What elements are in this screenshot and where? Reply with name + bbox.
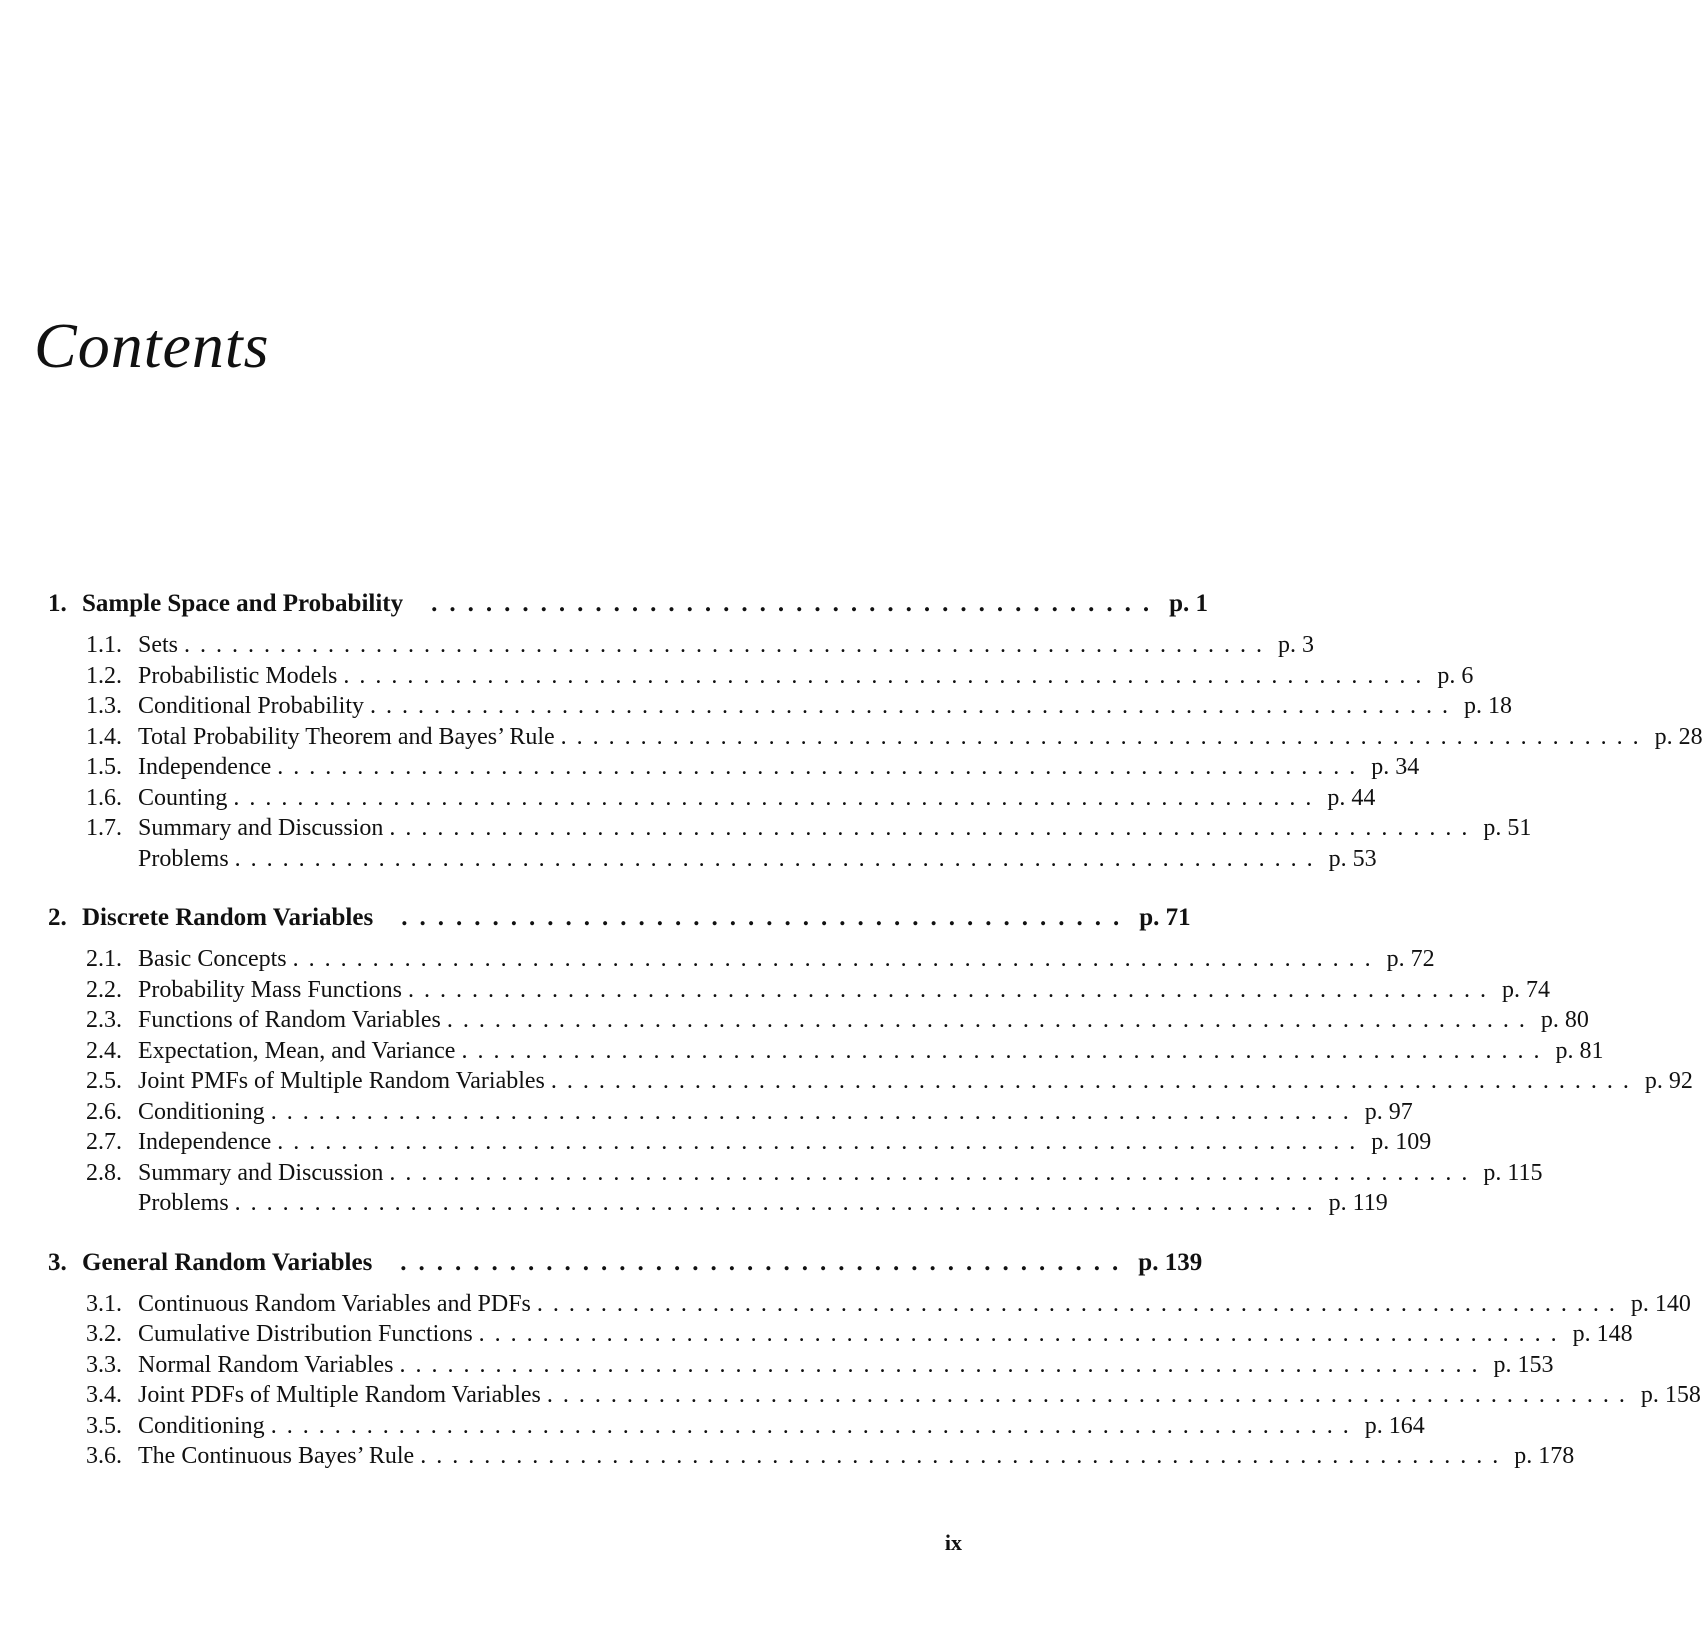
section-title: Summary and Discussion [138,1159,384,1186]
chapter-page: p. 139 [1138,1248,1203,1276]
dot-leader: .................................................................... [546,1382,1635,1408]
section-title: Joint PDFs of Multiple Random Variables [138,1382,541,1408]
section-title: Basic Concepts [138,946,287,972]
dot-leader: .................................................................... [536,1290,1625,1317]
chapter-title: Sample Space and Probability [82,590,404,617]
toc-entry[interactable] [48,662,1474,694]
dot-leader: .................................................................... [389,1159,1478,1186]
section-page: p. 92 [1644,1068,1693,1094]
section-page: p. 80 [1540,1007,1589,1033]
toc-entry[interactable] [48,754,1420,785]
section-title: Functions of Random Variables [138,1007,441,1033]
section-number: 1.7. [86,815,122,841]
dot-leader: .................................................................... [446,1007,1535,1033]
section-page: p. 97 [1364,1098,1413,1125]
chapter-heading[interactable] [48,590,1209,624]
chapter-title: General Random Variables [82,1248,373,1276]
section-number: 2.1. [86,946,122,972]
section-page: p. 153 [1493,1351,1554,1378]
dot-leader: .................................................................... [370,693,1458,719]
section-title: Conditioning [138,1098,265,1125]
section-number: 1.5. [86,754,122,780]
section-number: 2.5. [86,1068,122,1094]
section-page: p. 74 [1502,976,1551,1003]
section-page: p. 53 [1328,845,1377,872]
section-number: 2.8. [86,1159,122,1186]
dot-leader: .................................................................... [408,976,1497,1003]
chapter-number: 2. [48,904,67,931]
section-number: 1.1. [86,632,122,658]
section-page: p. 115 [1483,1159,1543,1186]
dot-leader: .................................................................... [184,632,1273,658]
dot-leader: ........................................ [401,904,1132,931]
section-title: Sets [138,632,179,658]
toc-entry[interactable] [48,815,1532,846]
section-number: 3.5. [86,1412,122,1439]
dot-leader: .................................................................... [399,1351,1488,1378]
section-title: Conditioning [138,1412,265,1439]
dot-leader: ........................................ [400,1248,1131,1276]
section-page: p. 109 [1371,1129,1432,1155]
chapter-page: p. 71 [1139,904,1191,931]
toc-entry[interactable] [48,693,1512,724]
section-title: Independence [138,754,272,780]
dot-leader: ........................................ [431,590,1162,617]
section-title: Expectation, Mean, and Variance [138,1037,456,1064]
page-title: Contents [34,310,270,381]
toc-entry[interactable] [48,1190,1388,1221]
toc-entry[interactable] [48,1290,1691,1322]
toc-entry[interactable] [48,1382,1701,1413]
toc-entry[interactable] [48,1129,1432,1160]
section-title: Probability Mass Functions [138,976,403,1003]
section-title: Counting [138,784,228,811]
page-number: ix [944,1530,962,1555]
toc-entry[interactable] [48,1321,1633,1352]
section-number: 3.2. [86,1321,122,1347]
dot-leader: .................................................................... [234,845,1323,872]
dot-leader: .................................................................... [461,1037,1550,1064]
chapter-2 [48,904,1693,1221]
section-title: Cumulative Distribution Functions [138,1321,473,1347]
section-number: 2.2. [86,976,122,1003]
section-number: 3.1. [86,1290,122,1317]
dot-leader: .................................................................... [550,1068,1639,1094]
section-title: Probabilistic Models [138,662,338,689]
chapter-1 [48,590,1703,876]
section-page: p. 18 [1464,693,1512,719]
dot-leader: .................................................................... [233,784,1322,811]
section-page: p. 6 [1437,662,1474,689]
toc-entry[interactable] [48,1443,1575,1474]
section-title: Conditional Probability [138,693,364,719]
dot-leader: .................................................................... [420,1443,1509,1469]
section-title: Joint PMFs of Multiple Random Variables [138,1068,545,1094]
toc-entry[interactable] [48,632,1315,663]
section-number: 1.3. [86,693,122,719]
section-page: p. 81 [1555,1037,1604,1064]
toc-entry[interactable] [48,1412,1425,1444]
section-page: p. 140 [1630,1290,1691,1317]
section-title: Problems [138,1190,229,1216]
section-list [48,632,1703,876]
section-number: 2.7. [86,1129,122,1155]
section-number: 3.4. [86,1382,122,1408]
dot-leader: .................................................................... [389,815,1478,841]
section-page: p. 28 [1654,723,1703,750]
section-title: Independence [138,1129,272,1155]
dot-leader: .................................................................... [478,1321,1567,1347]
section-number: 2.3. [86,1007,122,1033]
chapter-3 [48,1248,1701,1474]
chapter-heading[interactable] [48,1248,1203,1283]
section-list [48,1290,1701,1474]
section-page: p. 119 [1328,1190,1388,1216]
dot-leader: .................................................................... [277,754,1366,780]
chapter-title: Discrete Random Variables [82,904,374,931]
toc-entry[interactable] [48,723,1703,755]
section-number: 2.4. [86,1037,122,1064]
section-page: p. 44 [1327,784,1376,811]
dot-leader: .................................................................... [270,1098,1359,1125]
toc-entry[interactable] [48,946,1435,977]
dot-leader: .................................................................... [270,1412,1359,1439]
table-of-contents [48,590,1703,1502]
section-number: 1.4. [86,723,122,750]
chapter-page: p. 1 [1169,590,1209,617]
section-page: p. 72 [1386,946,1435,972]
dot-leader: .................................................................... [277,1129,1366,1155]
section-number: 2.6. [86,1098,122,1125]
toc-entry[interactable] [48,1159,1543,1191]
section-title: Summary and Discussion [138,815,384,841]
section-title: Normal Random Variables [138,1351,394,1378]
dot-leader: .................................................................... [560,723,1649,750]
section-title: Continuous Random Variables and PDFs [138,1290,531,1317]
section-number: 3.6. [86,1443,122,1469]
section-number: 1.2. [86,662,122,689]
section-page: p. 164 [1364,1412,1425,1439]
section-page: p. 178 [1514,1443,1575,1469]
section-list [48,946,1693,1221]
toc-entry[interactable] [48,1037,1604,1069]
section-title: Total Probability Theorem and Bayes’ Rule [138,723,555,750]
section-page: p. 3 [1278,632,1315,658]
section-title: Problems [138,845,229,872]
dot-leader: .................................................................... [292,946,1381,972]
chapter-number: 1. [48,590,67,617]
toc-entry[interactable] [48,976,1551,1008]
section-title: The Continuous Bayes’ Rule [138,1443,415,1469]
section-page: p. 148 [1572,1321,1633,1347]
toc-entry[interactable] [48,1068,1693,1099]
section-page: p. 51 [1483,815,1532,841]
dot-leader: .................................................................... [234,1190,1323,1216]
section-page: p. 158 [1640,1382,1701,1408]
toc-entry[interactable] [48,1098,1413,1130]
toc-entry[interactable] [48,1007,1589,1038]
chapter-number: 3. [48,1248,67,1276]
section-page: p. 34 [1371,754,1420,780]
dot-leader: .................................................................... [343,662,1432,689]
toc-entry[interactable] [48,1351,1554,1383]
section-number: 1.6. [86,784,122,811]
toc-entry[interactable] [48,845,1377,877]
chapter-heading[interactable] [48,904,1191,938]
section-number: 3.3. [86,1351,122,1378]
toc-entry[interactable] [48,784,1376,816]
